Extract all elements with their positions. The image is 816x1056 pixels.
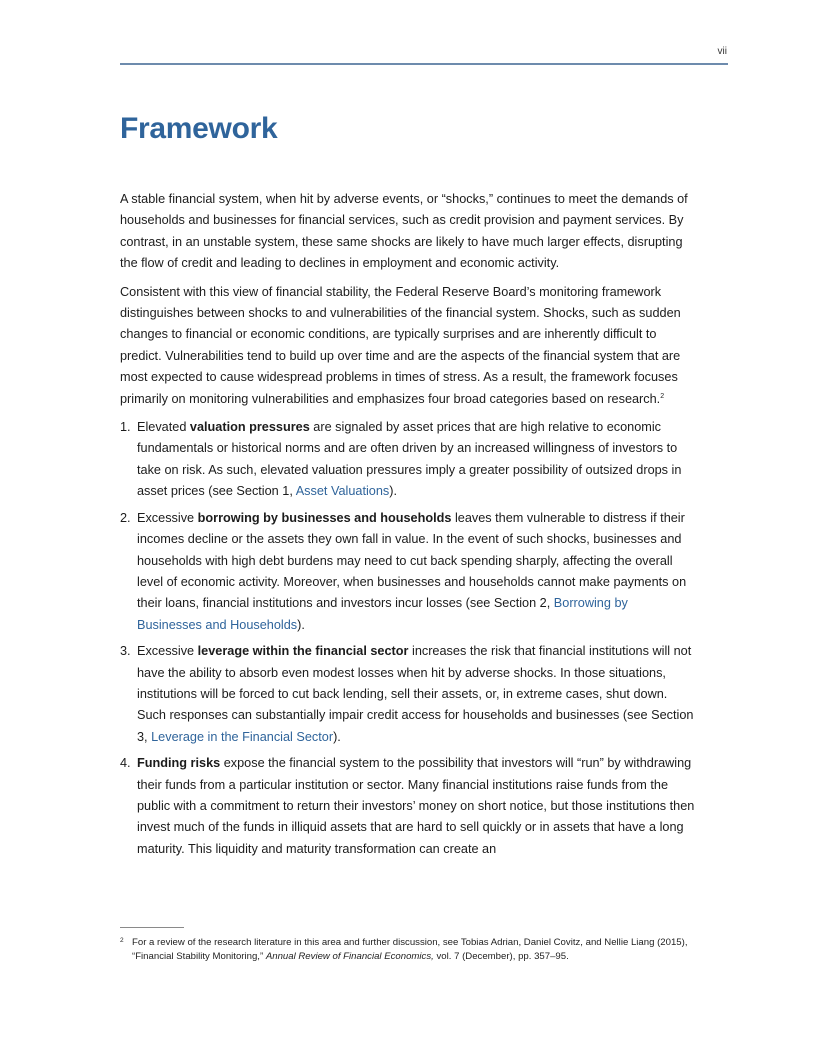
section-link[interactable]: Borrowing by Businesses and Households <box>137 596 628 632</box>
footnote-divider <box>120 927 184 928</box>
list-item-number: 3. <box>120 644 131 659</box>
page-number: vii <box>717 46 727 57</box>
paragraph-framework: Consistent with this view of financial stability, the Federal Reserve Board’s monitoring framework distinguishes between shocks to and vulnerabilities of the financial system. Shocks, such as sudden changes to financial or economic conditions, are typically surprises and are inherently difficult to predict. Vulnerabilities tend to build up over time and are the aspects of the financial system that are most expected to cause widespread problems in times of stress. As a result, the framework focuses primarily on monitoring vulnerabilities and emphasizes four broad categories based on research.$^2$ <box>120 284 681 406</box>
list-item-term: Funding risks <box>137 756 221 771</box>
footnote-marker: 2 <box>120 937 124 944</box>
list-item: 3. Excessive leverage within the financial sector increases the risk that financial institutions will not have the ability to absorb even modest losses when hit by adverse shocks. In those situations, institutions will be forced to cut back lending, sell their assets, or, in extreme cases, shut down. Such responses can substantially impair credit access for households and businesses (see Section 3, Leverage in the Financial Sector). <box>120 641 696 748</box>
list-item: 2. Excessive borrowing by businesses and households leaves them vulnerable to distress if their incomes decline or the assets they own fall in value. In the event of such shocks, businesses and households with high debt burdens may need to cut back spending sharply, affecting the overall level of economic activity. Moreover, when businesses and households cannot make payments on their loans, financial institutions and investors incur losses (see Section 2, Borrowing by Businesses and Households). <box>120 508 696 636</box>
page-title: Framework <box>120 112 278 145</box>
footnote <box>120 936 700 963</box>
footnote-reference[interactable]: 2 <box>660 392 665 400</box>
list-item-number: 4. <box>120 756 131 771</box>
vulnerability-list <box>120 417 696 860</box>
header-rule <box>120 63 728 65</box>
list-item-term: leverage within the financial sector <box>197 644 409 659</box>
list-item: 4. Funding risks expose the financial system to the possibility that investors will “run” by withdrawing their funds from a particular institution or sector. Many financial institutions raise funds from the public with a commitment to return their investors’ money on short notice, but those institutions then invest much of the funds in illiquid assets that are hard to sell quickly or in assets that have a long maturity. This liquidity and maturity transformation can create an <box>120 753 696 860</box>
list-item-term: valuation pressures <box>189 420 310 435</box>
list-item: 1. Elevated valuation pressures are signaled by asset prices that are high relative to economic fundamentals or historical norms and are often driven by an increased willingness of investors to take on risk. As such, elevated valuation pressures imply a greater possibility of outsized drops in asset prices (see Section 1, Asset Valuations). <box>120 417 696 503</box>
list-item-number: 2. <box>120 510 131 525</box>
section-link[interactable]: Leverage in the Financial Sector <box>151 729 334 744</box>
list-item-term: borrowing by businesses and households <box>197 510 452 525</box>
journal-title: Annual Review of Financial Economics, <box>265 950 434 962</box>
list-item-number: 1. <box>120 420 131 435</box>
body-text <box>120 189 696 865</box>
footnote-text: For a review of the research literature in this area and further discussion, see Tobias Adrian, Daniel Covitz, and Nellie Liang (2015), “Financial Stability Monitoring,” Annual Review of Financial Economics, vol. 7 (December), pp. 357–95. <box>132 937 688 962</box>
paragraph-intro: A stable financial system, when hit by adverse events, or “shocks,” continues to meet the demands of households and businesses for financial services, such as credit provision and payment services. By contrast, in an unstable system, these same shocks are likely to have much larger effects, disrupting the flow of credit and leading to declines in employment and economic activity. <box>120 192 688 271</box>
section-link[interactable]: Asset Valuations <box>295 484 390 499</box>
